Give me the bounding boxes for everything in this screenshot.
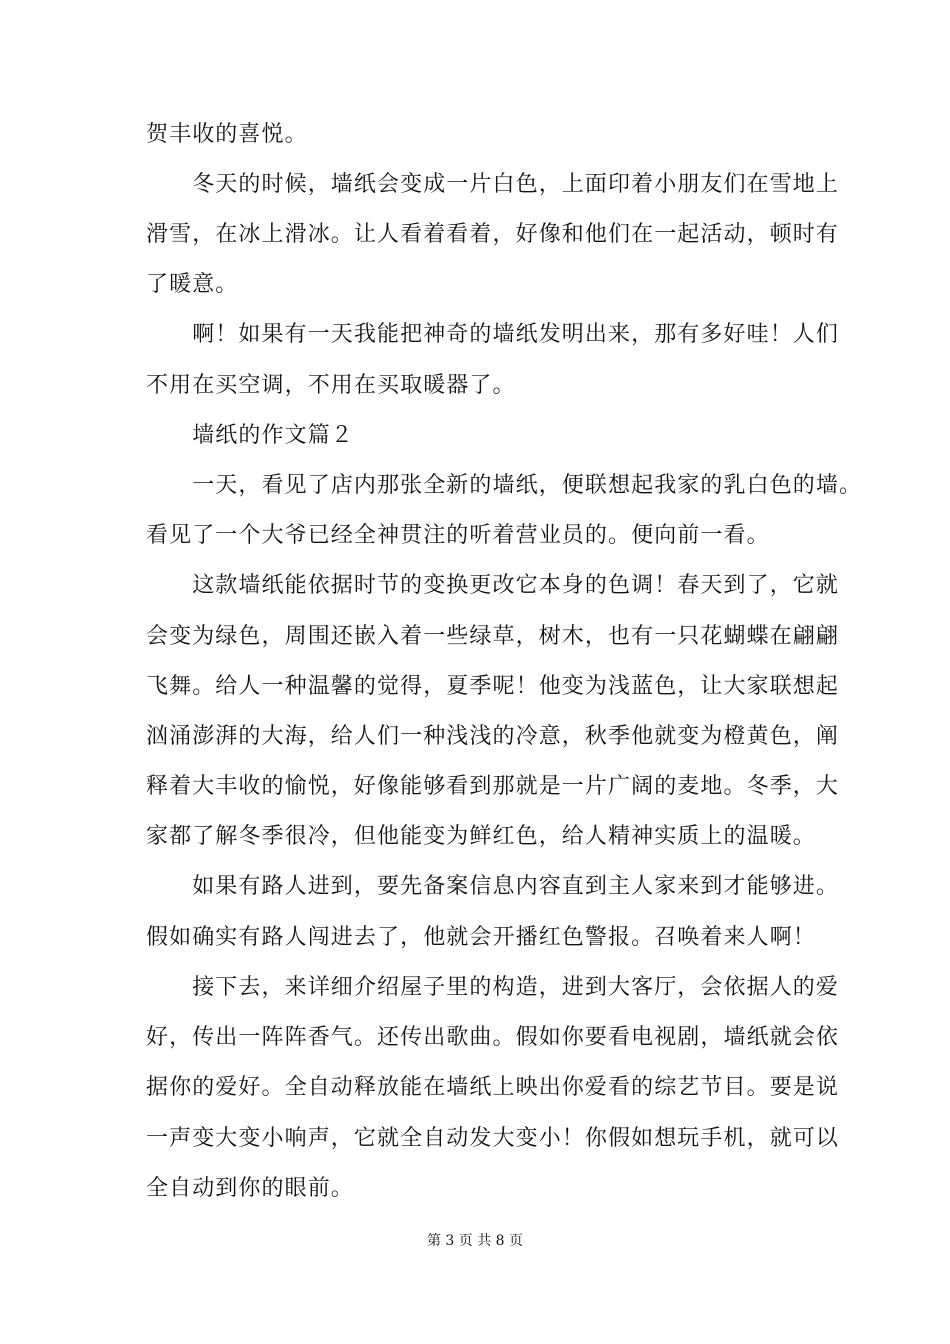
text-line: 冬天的时候，墙纸会变成一片白色，上面印着小朋友们在雪地上 [146,172,840,197]
text-line: 如果有路人进到，要先备案信息内容直到主人家来到才能够进。 [146,874,840,899]
text-line: 不用在买空调，不用在买取暖器了。 [146,373,516,398]
text-line: 一天，看见了店内那张全新的墙纸，便联想起我家的乳白色的墙。 [146,473,863,498]
text-line: 会变为绿色，周围还嵌入着一些绿草，树木，也有一只花蝴蝶在翩翩 [146,624,840,649]
text-line: 家都了解冬季很冷，但他能变为鲜红色，给人精神实质上的温暖。 [146,824,816,849]
section-heading: 墙纸的作文篇２ [146,423,354,448]
text-line: 了暖意。 [146,272,239,297]
text-line: 看见了一个大爷已经全神贯注的听着营业员的。便向前一看。 [146,523,770,548]
text-line: 释着大丰收的愉悦，好像能够看到那就是一片广阔的麦地。冬季，大 [146,774,840,799]
text-line: 啊！如果有一天我能把神奇的墙纸发明出来，那有多好哇！人们 [146,322,840,347]
text-line: 滑雪，在冰上滑冰。让人看着看着，好像和他们在一起活动，顿时有 [146,222,840,247]
text-line: 接下去，来详细介绍屋子里的构造，进到大客厅，会依据人的爱 [146,975,840,1000]
text-line: 全自动到你的眼前。 [146,1176,354,1201]
text-line: 这款墙纸能依据时节的变换更改它本身的色调！春天到了，它就 [146,573,840,598]
text-line: 贺丰收的喜悦。 [146,122,308,147]
page-number-footer: 第 3 页 共 8 页 [426,1233,524,1249]
text-line: 好，传出一阵阵香气。还传出歌曲。假如你要看电视剧，墙纸就会依 [146,1025,840,1050]
text-line: 假如确实有路人闯进去了，他就会开播红色警报。召唤着来人啊！ [146,925,816,950]
text-line: 据你的爱好。全自动释放能在墙纸上映出你爱看的综艺节目。要是说 [146,1075,840,1100]
text-line: 汹涌澎湃的大海，给人们一种浅浅的冷意，秋季他就变为橙黄色，阐 [146,724,840,749]
text-line: 一声变大变小响声，它就全自动发大变小！你假如想玩手机，就可以 [146,1126,840,1151]
text-line: 飞舞。给人一种温馨的觉得，夏季呢！他变为浅蓝色，让大家联想起 [146,674,840,699]
